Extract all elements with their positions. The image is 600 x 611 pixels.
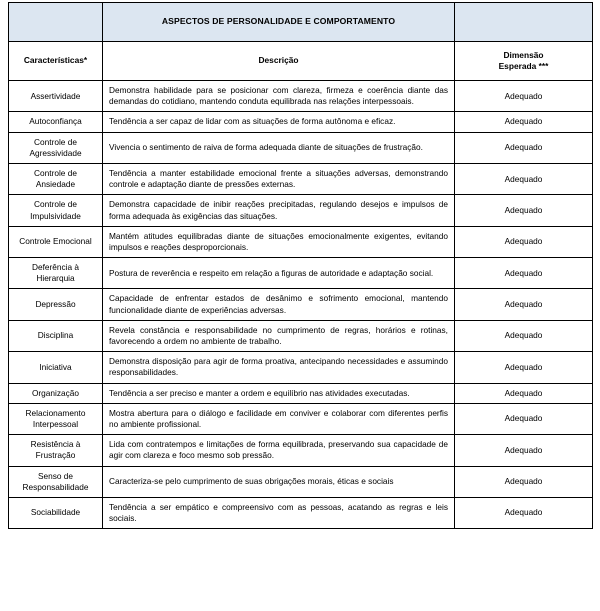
table-row [9,226,593,257]
table-banner-row [9,3,593,42]
row-description: Tendência a ser capaz de lidar com as situações de forma autônoma e eficaz. [103,112,455,132]
banner-title: ASPECTOS DE PERSONALIDADE E COMPORTAMENTO [103,3,455,42]
row-description: Capacidade de enfrentar estados de desânimo e sofrimento emocional, mantendo funcionalidade diante de experiências adversas. [103,289,455,320]
table-row [9,383,593,403]
banner-left-cell [9,3,103,42]
table-row [9,352,593,383]
row-characteristic: Controle de Impulsividade [9,195,103,226]
row-dimension: Adequado [455,163,593,194]
row-description: Tendência a ser empático e compreensivo com as pessoas, acatando as regras e leis sociais. [103,497,455,528]
row-dimension: Adequado [455,195,593,226]
row-characteristic: Iniciativa [9,352,103,383]
table-row [9,112,593,132]
row-description: Demonstra habilidade para se posicionar com clareza, firmeza e coerência diante das demandas do cotidiano, mantendo conduta equilibrada nas relações interpessoais. [103,81,455,112]
row-characteristic: Relacionamento Interpessoal [9,403,103,434]
row-description: Mostra abertura para o diálogo e facilidade em conviver e colaborar com diferentes perfis no ambiente profissional. [103,403,455,434]
row-characteristic: Controle Emocional [9,226,103,257]
row-characteristic: Organização [9,383,103,403]
table-row [9,258,593,289]
row-characteristic: Disciplina [9,320,103,351]
row-description: Tendência a ser preciso e manter a ordem e equilíbrio nas atividades executadas. [103,383,455,403]
personality-traits-table [8,2,593,529]
row-description: Caracteriza-se pelo cumprimento de suas obrigações morais, éticas e sociais [103,466,455,497]
table-row [9,435,593,466]
table-header-row [9,42,593,81]
row-description: Revela constância e responsabilidade no cumprimento de regras, horários e rotinas, favorecendo a ordem no ambiente de trabalho. [103,320,455,351]
row-dimension: Adequado [455,132,593,163]
row-dimension: Adequado [455,435,593,466]
row-characteristic: Depressão [9,289,103,320]
row-characteristic: Resistência à Frustração [9,435,103,466]
row-dimension: Adequado [455,497,593,528]
table-row [9,81,593,112]
table-row [9,497,593,528]
banner-right-cell [455,3,593,42]
row-description: Tendência a manter estabilidade emocional frente a situações adversas, demonstrando controle e adaptação diante de pressões externas. [103,163,455,194]
header-dimension-line1: Dimensão [503,49,544,60]
row-characteristic: Autoconfiança [9,112,103,132]
row-description: Demonstra disposição para agir de forma proativa, antecipando necessidades e assumindo responsabilidades. [103,352,455,383]
table-body [9,3,593,529]
table-row [9,320,593,351]
row-description: Vivencia o sentimento de raiva de forma adequada diante de situações de frustração. [103,132,455,163]
row-characteristic: Controle de Ansiedade [9,163,103,194]
row-characteristic: Sociabilidade [9,497,103,528]
row-characteristic: Senso de Responsabilidade [9,466,103,497]
row-dimension: Adequado [455,81,593,112]
row-characteristic: Assertividade [9,81,103,112]
row-dimension: Adequado [455,226,593,257]
table-row [9,289,593,320]
row-description: Postura de reverência e respeito em relação a figuras de autoridade e adaptação social. [103,258,455,289]
table-row [9,163,593,194]
row-description: Mantém atitudes equilibradas diante de situações emocionalmente exigentes, evitando impulsos e reações desproporcionais. [103,226,455,257]
row-characteristic: Deferência à Hierarquia [9,258,103,289]
row-dimension: Adequado [455,258,593,289]
row-description: Lida com contratempos e limitações de forma equilibrada, preservando sua capacidade de agir com clareza e foco mesmo sob pressão. [103,435,455,466]
header-characteristic: Características* [9,42,103,81]
row-dimension: Adequado [455,320,593,351]
table-row [9,466,593,497]
row-dimension: Adequado [455,112,593,132]
row-description: Demonstra capacidade de inibir reações precipitadas, regulando desejos e impulsos de forma adequada às exigências das situações. [103,195,455,226]
row-characteristic: Controle de Agressividade [9,132,103,163]
header-description: Descrição [103,42,455,81]
table-row [9,403,593,434]
row-dimension: Adequado [455,352,593,383]
header-dimension [455,42,593,81]
table-row [9,132,593,163]
table-row [9,195,593,226]
header-dimension-line2: Esperada *** [498,61,549,71]
row-dimension: Adequado [455,403,593,434]
row-dimension: Adequado [455,383,593,403]
row-dimension: Adequado [455,466,593,497]
row-dimension: Adequado [455,289,593,320]
